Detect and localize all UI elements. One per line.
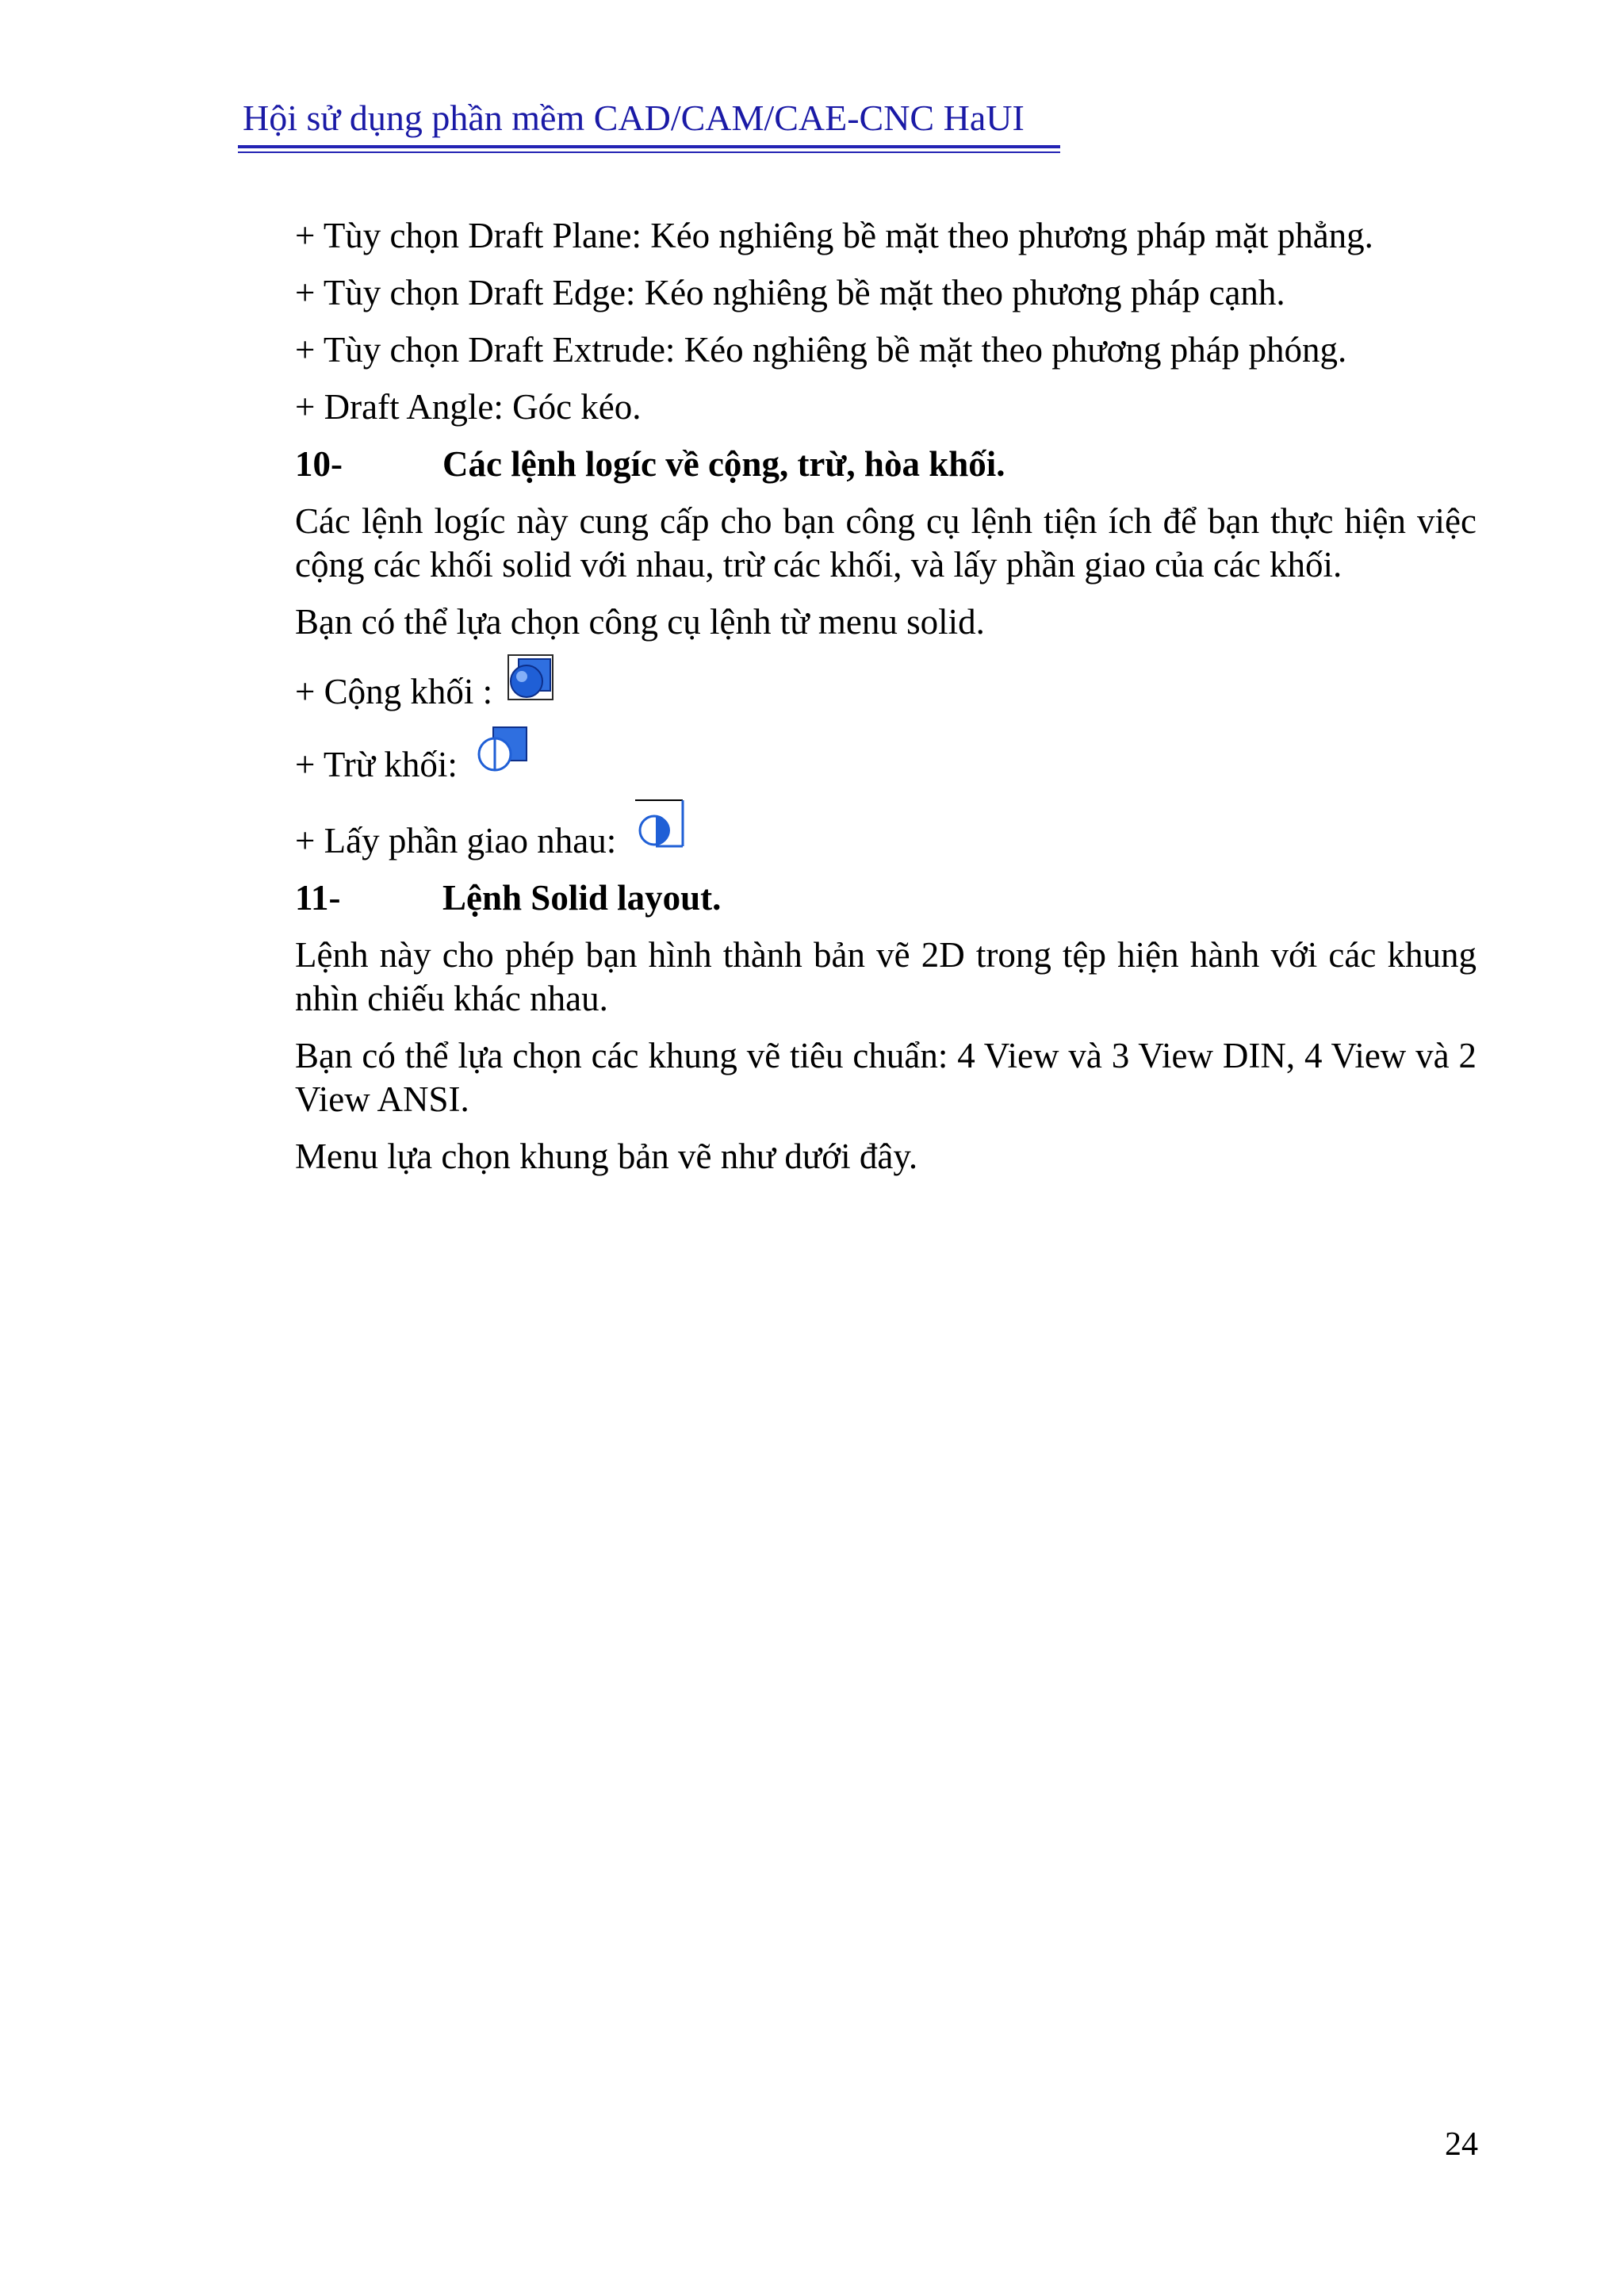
intersect-line — [295, 800, 1477, 863]
draft-plane-option: + Tùy chọn Draft Plane: Kéo nghiêng bề mặt theo phương pháp mặt phẳng. — [295, 216, 1373, 255]
draft-extrude-option: + Tùy chọn Draft Extrude: Kéo nghiêng bề mặt theo phương pháp phóng. — [295, 330, 1347, 370]
section-10-menu-note: Bạn có thể lựa chọn công cụ lệnh từ menu solid. — [295, 602, 985, 642]
subtract-label: + Trừ khối: — [295, 745, 467, 784]
header-rule — [238, 145, 1060, 148]
page-header-title: Hội sử dụng phần mềm CAD/CAM/CAE-CNC HaUI — [243, 98, 1025, 138]
section-11-number: 11- — [295, 878, 341, 918]
header-rule-secondary — [238, 151, 1060, 153]
intersect-icon — [632, 797, 688, 860]
draft-angle-option: + Draft Angle: Góc kéo. — [295, 387, 642, 427]
subtract-icon — [473, 724, 530, 784]
subtract-line — [295, 727, 1477, 787]
section-11-menu-note: Menu lựa chọn khung bản vẽ như dưới đây. — [295, 1137, 918, 1176]
section-10-number: 10- — [295, 444, 343, 484]
document-body — [295, 214, 1477, 1192]
draft-edge-option: + Tùy chọn Draft Edge: Kéo nghiêng bề mặt theo phương pháp cạnh. — [295, 273, 1285, 312]
union-icon — [508, 654, 553, 711]
section-11-heading — [295, 876, 1477, 920]
union-label: + Cộng khối : — [295, 672, 502, 711]
section-11-title: Lệnh Solid layout. — [442, 878, 722, 918]
section-10-heading — [295, 443, 1477, 486]
section-11-paragraph: Lệnh này cho phép bạn hình thành bản vẽ 2D trong tệp hiện hành với các khung nhìn chiếu khác nhau. — [295, 935, 1477, 1018]
section-10-title: Các lệnh logíc về cộng, trừ, hòa khối. — [442, 444, 1005, 484]
section-10-paragraph: Các lệnh logíc này cung cấp cho bạn công cụ lệnh tiện ích để bạn thực hiện việc cộng các khối solid với nhau, trừ các khối, và lấy phần giao của các khối. — [295, 501, 1477, 585]
section-11-standards: Bạn có thể lựa chọn các khung vẽ tiêu chuẩn: 4 View và 3 View DIN, 4 View và 2 View ANSI. — [295, 1036, 1477, 1119]
union-line — [295, 657, 1477, 714]
intersect-label: + Lấy phần giao nhau: — [295, 821, 626, 861]
page-number: 24 — [1445, 2126, 1478, 2163]
